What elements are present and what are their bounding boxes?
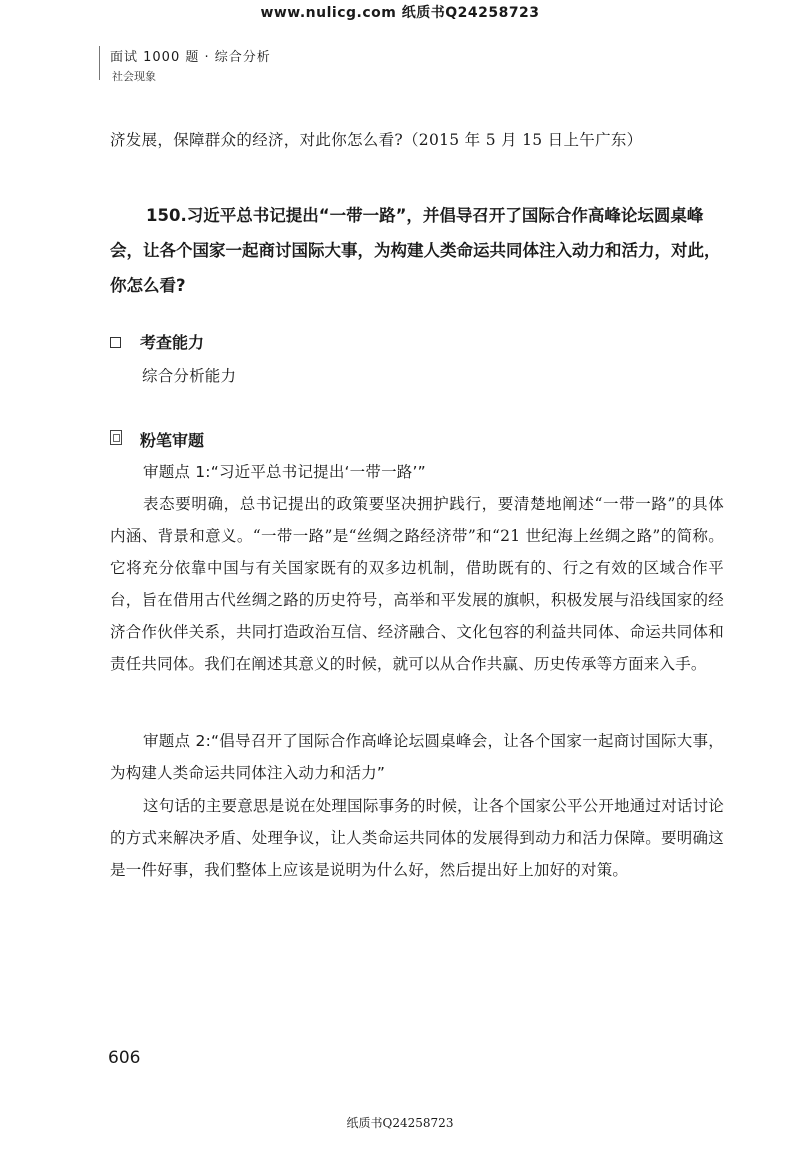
book-title: 面试 1000 题 · 综合分析 [110, 50, 271, 65]
analysis-heading: 粉笔审题 [140, 431, 205, 450]
previous-question-tail: 济发展，保障群众的经济，对此你怎么看?（2015 年 5 月 15 日上午广东） [110, 131, 643, 149]
question-number: 150. [146, 206, 187, 225]
page-number: 606 [108, 1048, 141, 1068]
question-block [110, 198, 725, 303]
note-box-icon [110, 430, 122, 445]
book-subtitle: 社会现象 [112, 70, 156, 83]
analysis-point2-body: 这句话的主要意思是说在处理国际事务的时候，让各个国家公平公开地通过对话讨论的方式来解决矛盾、处理争议，让人类命运共同体的发展得到动力和活力保障。要明确这是一件好事，我们整体上应该是说明为什么好，然后提出好上加好的对策。 [110, 797, 724, 879]
analysis-point2-title: 审题点 2:“倡导召开了国际合作高峰论坛圆桌峰会，让各个国家一起商讨国际大事，为构建人类命运共同体注入动力和活力” [110, 732, 724, 782]
ability-heading: 考查能力 [140, 333, 205, 352]
ability-content: 综合分析能力 [142, 367, 237, 385]
header-divider [99, 46, 100, 80]
watermark-top: www.nulicg.com 纸质书Q24258723 [260, 5, 540, 21]
analysis-point1-body: 表态要明确，总书记提出的政策要坚决拥护践行，要清楚地阐述“一带一路”的具体内涵、背景和意义。“一带一路”是“丝绸之路经济带”和“21 世纪海上丝绸之路”的简称。它将充分依靠中国与有关国家既有的双多边机制，借助既有的、行之有效的区域合作平台，旨在借用古代丝绸之路的历史符号，高举和平发展的旗帜，积极发展与沿线国家的经济合作伙伴关系，共同打造政治互信、经济融合、文化包容的利益共同体、命运共同体和责任共同体。我们在阐述其意义的时候，就可以从合作共赢、历史传承等方面来入手。 [110, 495, 724, 673]
watermark-bottom: 纸质书Q24258723 [346, 1116, 454, 1130]
analysis-point1-title: 审题点 1:“习近平总书记提出‘一带一路’” [143, 463, 426, 481]
checkbox-square-icon [110, 337, 121, 348]
question-text: 习近平总书记提出“一带一路”，并倡导召开了国际合作高峰论坛圆桌峰会，让各个国家一起商讨国际大事，为构建人类命运共同体注入动力和活力，对此，你怎么看? [110, 206, 721, 295]
